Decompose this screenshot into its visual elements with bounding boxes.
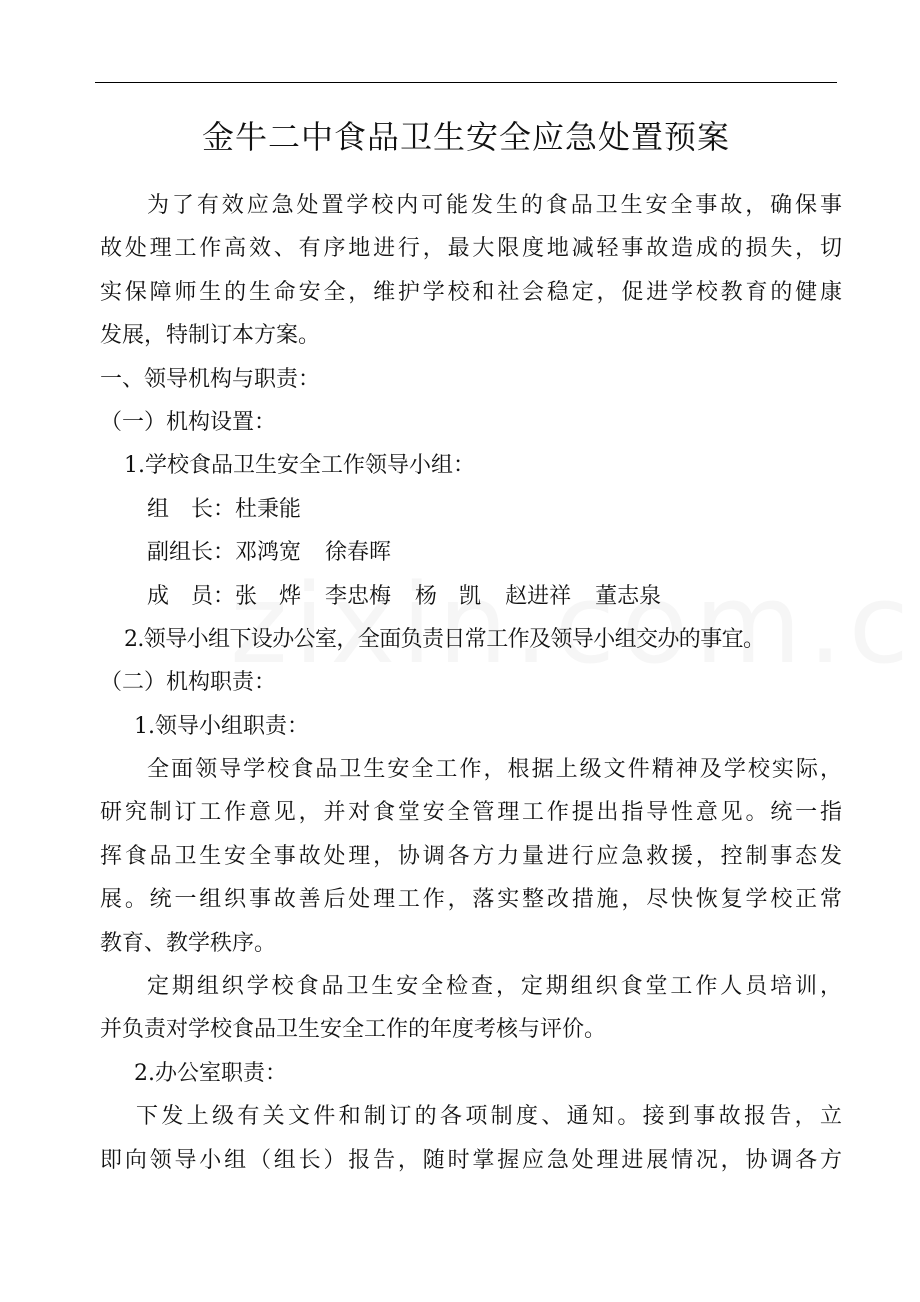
subsection-heading: （二）机构职责： <box>100 670 277 696</box>
paragraph-line: 即向领导小组（组长）报告，随时掌握应急处理进展情况，协调各方 <box>100 1147 842 1173</box>
intro-line: 发展，特制订本方案。 <box>100 323 321 349</box>
paragraph-line: 定期组织学校食品卫生安全检查，定期组织食堂工作人员培训， <box>147 974 842 1000</box>
section-heading: 一、领导机构与职责： <box>100 366 321 392</box>
subsection-heading: （一）机构设置： <box>100 409 277 435</box>
deputy-name: 邓鸿宽 <box>235 540 302 566</box>
intro-line: 故处理工作高效、有序地进行，最大限度地减轻事故造成的损失，切 <box>100 236 842 262</box>
member-name: 赵进祥 <box>505 583 572 609</box>
list-item: 1.学校食品卫生安全工作领导小组： <box>124 453 475 479</box>
intro-line: 为了有效应急处置学校内可能发生的食品卫生安全事故，确保事 <box>147 193 842 218</box>
document-title: 金牛二中食品卫生安全应急处置预案 <box>201 118 730 156</box>
member-name: 李忠梅 <box>325 583 392 609</box>
deputy-name: 徐春晖 <box>325 540 392 566</box>
paragraph-line: 教育、教学秩序。 <box>100 930 277 956</box>
list-item: 1.领导小组职责： <box>134 713 309 739</box>
member-name: 张 烨 <box>235 583 302 609</box>
paragraph-line: 展。统一组织事故善后处理工作，落实整改措施，尽快恢复学校正常 <box>100 887 842 913</box>
members-row <box>100 575 842 618</box>
paragraph-line: 挥食品卫生安全事故处理，协调各方力量进行应急救援，控制事态发 <box>100 843 842 869</box>
member-name: 杨 凯 <box>415 583 482 609</box>
deputy-row <box>100 531 842 574</box>
leader-label: 组 长： <box>147 496 236 522</box>
paragraph-line: 下发上级有关文件和制订的各项制度、通知。接到事故报告，立 <box>136 1104 842 1130</box>
paragraph-line: 全面领导学校食品卫生安全工作，根据上级文件精神及学校实际， <box>147 757 842 783</box>
intro-line: 实保障师生的生命安全，维护学校和社会稳定，促进学校教育的健康 <box>100 279 842 305</box>
list-item: 2.领导小组下设办公室，全面负责日常工作及领导小组交办的事宜。 <box>124 626 765 652</box>
document-body <box>100 184 842 1182</box>
paragraph-line: 并负责对学校食品卫生安全工作的年度考核与评价。 <box>100 1017 607 1043</box>
leader-row <box>100 488 842 531</box>
members-label: 成 员： <box>147 583 236 609</box>
leader-name: 杜秉能 <box>235 496 302 522</box>
header-rule <box>95 82 837 83</box>
paragraph-line: 研究制订工作意见，并对食堂安全管理工作提出指导性意见。统一指 <box>100 800 842 826</box>
member-name: 董志泉 <box>595 583 662 609</box>
deputy-label: 副组长： <box>147 540 236 566</box>
list-item: 2.办公室职责： <box>134 1060 287 1086</box>
